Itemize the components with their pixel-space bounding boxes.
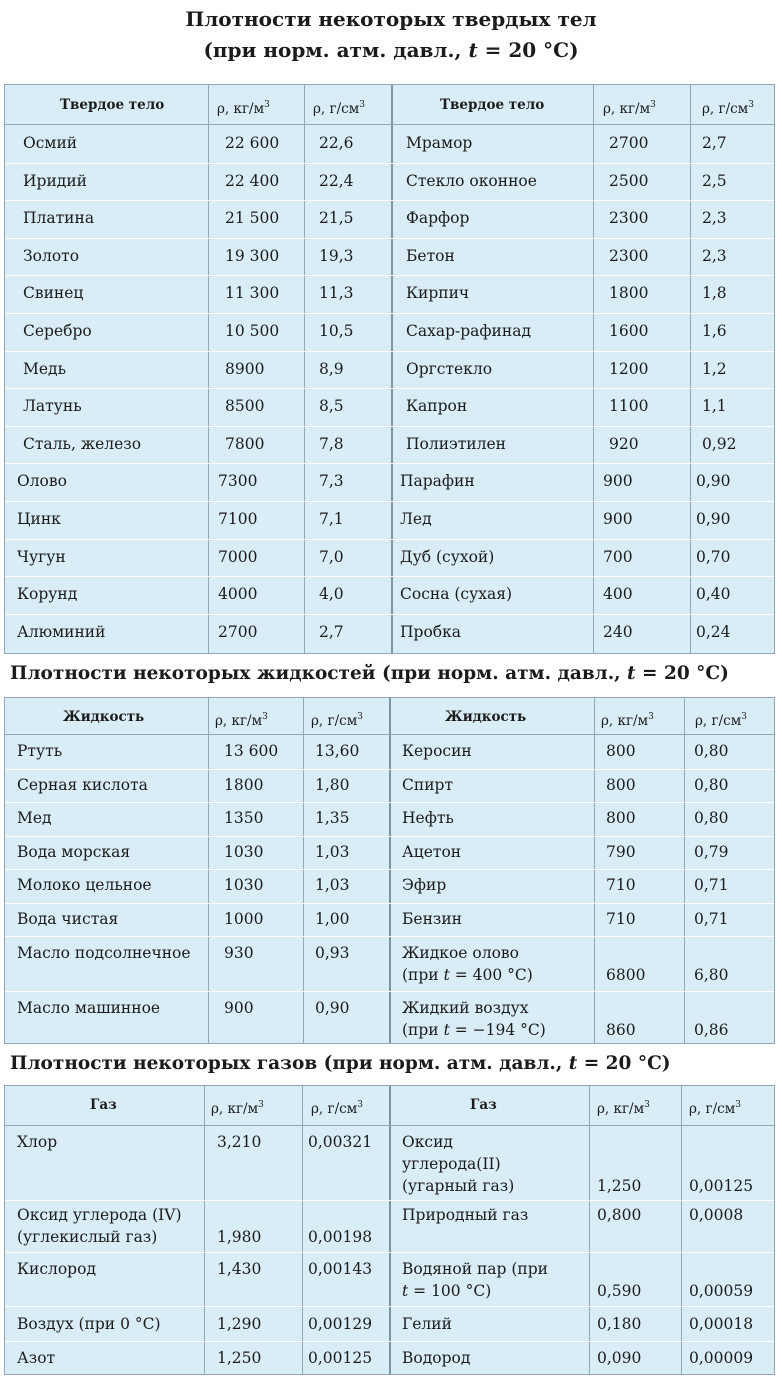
header-rho-g-right-text: ρ, г/см [695,713,742,729]
solid-name: Сталь, железо [23,434,142,453]
column-divider [681,1086,682,1374]
solid-density-g: 8,9 [319,359,344,378]
column-divider [304,85,305,653]
solid-density-kg-right: 2500 [609,171,649,190]
solid-density-g-right: 0,92 [702,434,737,453]
solid-density-kg: 7100 [218,510,258,528]
row-divider [5,614,774,615]
solid-name-right: Парафин [400,472,475,491]
gas-density-kg: 3,210 [217,1133,262,1151]
row-divider [5,351,774,352]
liquid-density-kg-right: 710 [606,909,636,928]
liquid-name: Вода морская [17,842,131,861]
liquid-name: Ртуть [17,742,63,760]
liquid-density-g: 1,03 [315,842,350,861]
gas-name-right: Природный газ [402,1206,529,1224]
row-divider [5,275,774,276]
column-divider [204,1086,205,1374]
solid-density-g: 21,5 [319,209,354,228]
header-rho-g-right-text: ρ, г/см [702,101,749,117]
solid-density-kg: 7300 [218,472,258,491]
solid-density-g-right: 2,3 [702,209,727,228]
gas-density-kg-right: 1,250 [597,1177,642,1195]
liquid-name-right: Жидкий воздух [402,999,529,1017]
solid-density-g-right: 1,1 [702,397,727,416]
solid-density-kg-right: 700 [603,547,633,566]
gas-density-kg-right: 0,590 [597,1282,642,1300]
solid-name: Свинец [23,284,84,303]
row-divider [5,501,774,502]
solid-density-kg-right: 1100 [609,397,649,416]
solid-density-g: 7,0 [319,547,344,566]
liquid-name-right-condition-part: t [443,1021,450,1039]
gas-name-right: Оксид [402,1133,453,1151]
solid-name-right: Фарфор [406,209,470,228]
gas-name: Кислород [17,1260,96,1278]
header-rho-kg-text: ρ, кг/м [217,101,265,117]
liquids-table [4,697,775,1044]
gas-density-g-right: 0,00059 [689,1282,754,1300]
solid-name: Цинк [17,510,61,528]
row-divider [5,936,774,937]
solid-density-kg-right: 1600 [609,322,649,340]
header-rho-kg-right-exponent: 3 [644,1100,650,1110]
liquid-density-g-right: 0,86 [694,1021,729,1039]
row-divider [5,388,774,389]
header-liquid-right: Жидкость [445,709,527,725]
liquid-name: Мед [17,809,52,827]
solid-name: Золото [23,246,80,265]
gas-density-g: 0,00198 [308,1228,373,1246]
liquid-name: Молоко цельное [17,876,152,894]
gas-density-kg: 1,250 [217,1349,262,1367]
gas-density-g: 0,00125 [308,1349,373,1367]
header-rho-g-exponent: 3 [357,712,363,722]
liquid-density-kg: 1350 [224,809,264,827]
gas-condition-value: = 100 °С) [408,1282,492,1300]
gas-density-g-right: 0,00018 [689,1315,754,1333]
gases-title: Плотности некоторых газов (при норм. атм. давл., t = 20 °С) [10,1053,671,1074]
header-rho-g-exponent: 3 [359,100,365,110]
solid-density-kg-right: 900 [603,472,633,491]
solid-density-kg-right: 1800 [609,284,649,303]
liquid-density-g-right: 0,71 [694,876,729,894]
header-rho-kg-text: ρ, кг/м [215,713,263,729]
solid-density-g-right: 0,24 [696,622,731,641]
gas-density-g: 0,00129 [308,1315,373,1333]
row-divider [5,313,774,314]
row-divider [5,769,774,770]
liquid-name-right-condition-part: = −194 °С) [449,1021,546,1039]
gas-condition-var: t [402,1282,409,1300]
liquid-density-g: 0,90 [315,999,350,1017]
solid-density-kg-right: 920 [609,434,639,453]
gas-name: Воздух (при 0 °С) [17,1315,161,1333]
gas-name-right: Водород [402,1349,471,1367]
column-divider [589,1086,590,1374]
solid-density-kg: 19 300 [225,246,280,265]
solid-density-g-right: 2,7 [702,134,727,152]
column-divider [389,1086,391,1374]
header-rho-kg-right [597,1094,650,1121]
liquid-density-g-right: 0,80 [694,775,729,794]
solid-density-g: 2,7 [319,622,344,641]
header-rho-g-right [695,706,747,733]
gas-density-kg: 1,980 [217,1228,262,1246]
gases-table [4,1085,775,1375]
gas-density-kg: 1,290 [217,1315,262,1333]
solid-density-kg-right: 2300 [609,209,649,228]
solid-density-g-right: 1,2 [702,359,727,378]
solid-density-kg-right: 400 [603,585,633,604]
solid-name-right: Дуб (сухой) [400,547,495,566]
gas-density-g-right: 0,00009 [689,1349,754,1367]
liquid-density-g: 1,35 [315,809,350,827]
header-rho-g-text: ρ, г/см [311,713,358,729]
liquid-name-right-condition-part: (при [402,966,444,984]
header-rho-kg [217,94,270,121]
solid-name: Медь [23,359,67,378]
solids-title-line1: Плотности некоторых твердых тел [185,7,597,31]
solid-density-g-right: 1,6 [702,322,727,340]
header-rho-g-right [689,1094,741,1121]
solid-density-kg-right: 2300 [609,246,649,265]
gas-density-g: 0,00143 [308,1260,373,1278]
solid-density-kg: 4000 [218,585,258,604]
solid-name: Алюминий [17,622,106,641]
liquid-name-right: Нефть [402,809,454,827]
row-divider [5,869,774,870]
row-divider [5,903,774,904]
header-solid: Твердое тело [60,97,165,113]
liquid-name: Масло подсолнечное [17,944,191,962]
column-divider [593,85,594,653]
header-rho-kg-right [603,94,656,121]
row-divider [5,1125,774,1126]
liquid-density-kg-right: 860 [606,1021,636,1039]
column-divider [208,85,209,653]
liquid-density-kg-right: 800 [606,775,636,794]
solid-density-kg: 2700 [218,622,258,641]
liquid-density-g-right: 0,79 [694,842,729,861]
solid-name-right: Сахар-рафинад [406,322,531,340]
solid-density-g-right: 0,90 [696,510,731,528]
header-rho-g-text: ρ, г/см [311,1101,358,1117]
header-rho-kg-right-text: ρ, кг/м [603,101,651,117]
solid-density-g: 11,3 [319,284,354,303]
header-rho-kg-right-text: ρ, кг/м [601,713,649,729]
header-rho-kg [211,1094,264,1121]
solid-density-kg: 22 600 [225,134,280,152]
liquid-density-g-right: 6,80 [694,966,729,984]
gas-name-right-condition [402,1280,491,1303]
row-divider [5,426,774,427]
gas-density-kg-right: 0,090 [597,1349,642,1367]
header-rho-kg-right-text: ρ, кг/м [597,1101,645,1117]
solid-name: Латунь [23,397,82,416]
gas-name-right-line2: углерода(II) [402,1155,501,1173]
header-rho-g-exponent: 3 [357,1100,363,1110]
column-divider [690,85,691,653]
header-rho-kg [215,706,268,733]
solid-density-g: 22,4 [319,171,354,190]
header-rho-g-right-text: ρ, г/см [689,1101,736,1117]
liquids-title: Плотности некоторых жидкостей (при норм. атм. давл., t = 20 °С) [10,663,729,684]
solid-name-right: Сосна (сухая) [400,585,513,604]
liquid-name-right: Эфир [402,876,447,894]
solid-name-right: Мрамор [406,134,473,152]
header-rho-kg-right-exponent: 3 [650,100,656,110]
solid-density-g-right: 2,3 [702,246,727,265]
header-gas-right: Газ [470,1097,497,1113]
liquid-density-g-right: 0,80 [694,809,729,827]
row-divider [5,238,774,239]
solid-density-kg: 21 500 [225,209,280,228]
gas-density-g-right: 0,00125 [689,1177,754,1195]
solid-name-right: Стекло оконное [406,171,537,190]
liquid-density-kg: 930 [224,944,254,962]
row-divider [5,1306,774,1307]
gas-name: Хлор [17,1133,58,1151]
header-rho-kg-text: ρ, кг/м [211,1101,259,1117]
header-rho-g [311,1094,363,1121]
liquid-name: Вода чистая [17,909,119,928]
header-solid-right: Твердое тело [440,97,545,113]
header-rho-kg-exponent: 3 [258,1100,264,1110]
row-divider [5,463,774,464]
solid-density-g: 4,0 [319,585,344,604]
solid-density-kg-right: 2700 [609,134,649,152]
liquid-density-g: 1,03 [315,876,350,894]
gas-density-kg-right: 0,180 [597,1315,642,1333]
liquid-name: Серная кислота [17,775,148,794]
row-divider [5,1252,774,1253]
liquid-density-kg: 1030 [224,842,264,861]
solid-density-kg: 8900 [225,359,265,378]
solid-name-right: Кирпич [406,284,470,303]
solid-density-g-right: 0,70 [696,547,731,566]
header-rho-g-right [702,94,754,121]
liquid-density-kg: 13 600 [224,742,279,760]
solid-density-g: 22,6 [319,134,354,152]
solid-density-kg: 22 400 [225,171,280,190]
solid-density-g: 7,3 [319,472,344,491]
solids-title-line2: (при норм. атм. давл., t = 20 °С) [203,38,579,62]
solid-name: Олово [17,472,67,491]
liquid-density-kg-right: 800 [606,809,636,827]
row-divider [5,539,774,540]
solid-name-right: Пробка [400,622,462,641]
gas-name-line2: (углекислый газ) [17,1228,158,1246]
liquid-density-g: 13,60 [315,742,360,760]
header-liquid: Жидкость [63,709,145,725]
solid-name-right: Лед [400,510,432,528]
row-divider [5,991,774,992]
header-rho-kg-right-exponent: 3 [648,712,654,722]
solid-name-right: Оргстекло [406,359,493,378]
solid-name: Чугун [17,547,66,566]
solid-density-kg: 10 500 [225,322,280,340]
header-rho-g [311,706,363,733]
solid-name-right: Капрон [406,397,468,416]
liquid-name-right: Ацетон [402,842,462,861]
solid-density-g-right: 2,5 [702,171,727,190]
solid-name: Серебро [23,322,92,340]
row-divider [5,124,774,125]
solid-density-g: 19,3 [319,246,354,265]
solid-name-right: Полиэтилен [406,434,506,453]
liquid-name-right: Бензин [402,909,463,928]
liquid-name-right: Керосин [402,742,472,760]
header-rho-g-text: ρ, г/см [313,101,360,117]
row-divider [5,734,774,735]
liquid-density-g-right: 0,80 [694,742,729,760]
solid-name-right: Бетон [406,246,455,265]
gas-density-g: 0,00321 [308,1133,373,1151]
column-divider [391,85,393,653]
row-divider [5,576,774,577]
solids-table [4,84,775,654]
header-rho-g-right-exponent: 3 [741,712,747,722]
solid-density-kg-right: 240 [603,622,633,641]
liquid-name-right: Спирт [402,775,454,794]
liquid-density-kg: 1030 [224,876,264,894]
solid-density-kg-right: 1200 [609,359,649,378]
gas-density-g-right: 0,0008 [689,1206,744,1224]
liquid-density-kg-right: 790 [606,842,636,861]
liquid-name-right-condition-part: = 400 °С) [449,966,533,984]
liquid-density-g-right: 0,71 [694,909,729,928]
row-divider [5,1200,774,1201]
liquid-name: Масло машинное [17,999,161,1017]
row-divider [5,1341,774,1342]
liquid-density-kg: 1000 [224,909,264,928]
row-divider [5,163,774,164]
gas-name-right: Гелий [402,1315,452,1333]
row-divider [5,200,774,201]
solid-density-kg: 7800 [225,434,265,453]
solid-name: Иридий [23,171,87,190]
header-rho-g [313,94,365,121]
liquid-density-g: 1,00 [315,909,350,928]
liquid-density-kg: 900 [224,999,254,1017]
solid-name: Корунд [17,585,78,604]
solid-density-kg: 7000 [218,547,258,566]
gas-density-kg-right: 0,800 [597,1206,642,1224]
solid-density-g: 7,8 [319,434,344,453]
solid-density-kg-right: 900 [603,510,633,528]
header-rho-kg-right [601,706,654,733]
liquid-density-kg-right: 800 [606,742,636,760]
row-divider [5,802,774,803]
row-divider [5,836,774,837]
liquid-density-kg: 1800 [224,775,264,794]
solids-title [0,4,782,66]
gas-name-right: Водяной пар (при [402,1260,549,1278]
gas-density-kg: 1,430 [217,1260,262,1278]
gas-name: Оксид углерода (IV) [17,1206,182,1224]
liquid-name-right-condition [402,964,533,987]
solid-density-g: 7,1 [319,510,344,528]
column-divider [302,1086,303,1374]
header-gas: Газ [90,1097,117,1113]
solid-name: Осмий [23,134,78,152]
liquid-name-right-condition-part: t [443,966,450,984]
gas-name: Азот [17,1349,56,1367]
gas-name-right-line3: (угарный газ) [402,1177,515,1195]
solid-density-g-right: 1,8 [702,284,727,303]
liquid-density-kg-right: 710 [606,876,636,894]
liquid-name-right: Жидкое олово [402,944,519,962]
liquid-name-right-condition-part: (при [402,1021,444,1039]
header-rho-g-right-exponent: 3 [735,1100,741,1110]
header-rho-kg-exponent: 3 [264,100,270,110]
solid-density-g: 8,5 [319,397,344,416]
liquid-density-g: 0,93 [315,944,350,962]
solid-density-kg: 8500 [225,397,265,416]
liquid-density-kg-right: 6800 [606,966,646,984]
solid-name: Платина [23,209,95,228]
header-rho-kg-exponent: 3 [262,712,268,722]
header-rho-g-right-exponent: 3 [748,100,754,110]
solid-density-g-right: 0,40 [696,585,731,604]
solid-density-g-right: 0,90 [696,472,731,491]
solid-density-g: 10,5 [319,322,354,340]
solid-density-kg: 11 300 [225,284,280,303]
liquid-density-g: 1,80 [315,775,350,794]
liquid-name-right-condition [402,1019,546,1042]
